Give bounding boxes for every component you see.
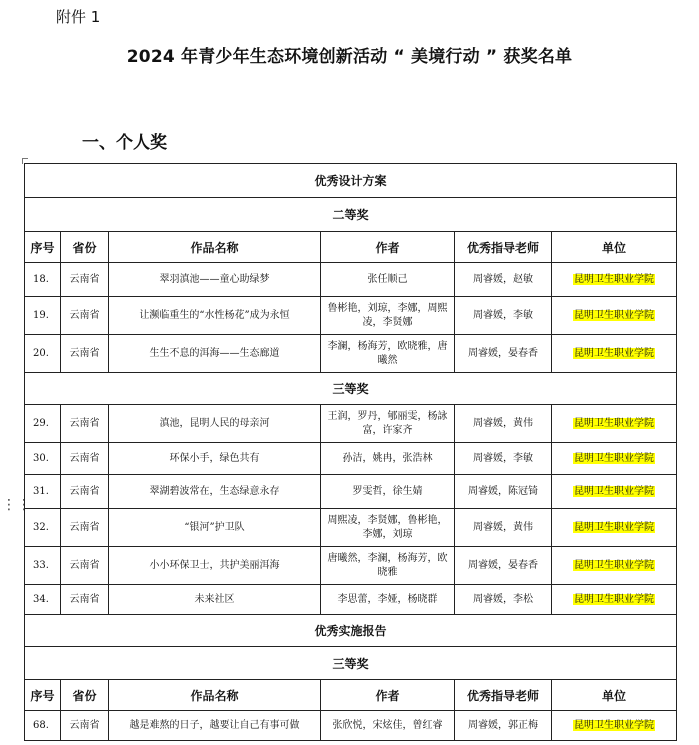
row-number: 31.: [25, 475, 61, 509]
col-header: 序号: [25, 232, 61, 263]
table-row: [25, 443, 677, 475]
unit-cell: [552, 547, 677, 585]
category-title: 优秀实施报告: [25, 615, 677, 647]
province-cell: 云南省: [61, 443, 109, 475]
work-title-cell: 让濒临重生的“水性杨花”成为永恒: [109, 297, 321, 335]
category-title: 三等奖: [25, 647, 677, 680]
row-number: 30.: [25, 443, 61, 475]
unit-highlight: 昆明卫生职业学院: [574, 485, 655, 497]
authors-cell: 周熙凌，李贤娜，鲁彬艳，李娜，刘琼: [321, 509, 455, 547]
col-header: 序号: [25, 680, 61, 711]
work-title-cell: 翠湖碧波常在，生态绿意永存: [109, 475, 321, 509]
province-cell: 云南省: [61, 711, 109, 741]
col-header: 作品名称: [109, 232, 321, 263]
col-header: 优秀指导老师: [455, 680, 552, 711]
table-row: [25, 297, 677, 335]
category-title: 三等奖: [25, 373, 677, 405]
teachers-cell: 周睿媛，晏春香: [455, 547, 552, 585]
col-header: 优秀指导老师: [455, 232, 552, 263]
unit-highlight: 昆明卫生职业学院: [574, 273, 655, 285]
table-row: [25, 711, 677, 741]
row-number: 18.: [25, 263, 61, 297]
unit-highlight: 昆明卫生职业学院: [574, 417, 655, 429]
prize-title: 二等奖: [25, 198, 677, 232]
col-header: 作品名称: [109, 680, 321, 711]
authors-cell: 唐曦然，李澜，杨海芳，欧晓雅: [321, 547, 455, 585]
work-title-cell: 环保小手，绿色共有: [109, 443, 321, 475]
category-title: 优秀设计方案: [25, 164, 677, 198]
award-table: [24, 163, 677, 741]
row-number: 20.: [25, 335, 61, 373]
table-row: [25, 547, 677, 585]
work-title-cell: 滇池，昆明人民的母亲河: [109, 405, 321, 443]
unit-highlight: 昆明卫生职业学院: [574, 309, 655, 321]
document-title: 2024 年青少年生态环境创新活动 “ 美境行动 ” 获奖名单: [126, 47, 573, 67]
unit-cell: [552, 405, 677, 443]
unit-cell: [552, 443, 677, 475]
row-number: 32.: [25, 509, 61, 547]
col-header: 作者: [321, 232, 455, 263]
authors-cell: 张任顺己: [321, 263, 455, 297]
province-cell: 云南省: [61, 263, 109, 297]
category-band: [25, 373, 677, 405]
authors-cell: 张欣悦，宋炫佳，曾红睿: [321, 711, 455, 741]
unit-cell: [552, 475, 677, 509]
authors-cell: 鲁彬艳，刘琼，李娜，周熙凌，李贤娜: [321, 297, 455, 335]
section-heading: 一、个人奖: [82, 133, 167, 153]
row-number: 29.: [25, 405, 61, 443]
col-header: 作者: [321, 680, 455, 711]
table-row: [25, 335, 677, 373]
work-title-cell: 越是难熬的日子，越要让自己有事可做: [109, 711, 321, 741]
table-row: [25, 263, 677, 297]
teachers-cell: 周睿媛，李敏: [455, 443, 552, 475]
table-row: [25, 585, 677, 615]
unit-cell: [552, 711, 677, 741]
col-header: 省份: [61, 680, 109, 711]
teachers-cell: 周睿媛，晏春香: [455, 335, 552, 373]
authors-cell: 罗雯哲，徐生婧: [321, 475, 455, 509]
authors-cell: 李澜，杨海芳，欧晓雅，唐曦然: [321, 335, 455, 373]
row-number: 34.: [25, 585, 61, 615]
attachment-label: 附件 1: [56, 8, 101, 26]
category-band: [25, 615, 677, 647]
teachers-cell: 周睿媛，赵敏: [455, 263, 552, 297]
work-title-cell: “银河”护卫队: [109, 509, 321, 547]
row-number: 68.: [25, 711, 61, 741]
province-cell: 云南省: [61, 509, 109, 547]
authors-cell: 李思蕾，李娅，杨晓群: [321, 585, 455, 615]
drag-handle-icon[interactable]: ⋮⋮: [2, 497, 32, 513]
work-title-cell: 小小环保卫士，共护美丽洱海: [109, 547, 321, 585]
unit-highlight: 昆明卫生职业学院: [574, 719, 655, 731]
unit-cell: [552, 263, 677, 297]
unit-cell: [552, 335, 677, 373]
col-header: 单位: [552, 680, 677, 711]
unit-cell: [552, 585, 677, 615]
table-row: [25, 405, 677, 443]
col-header: 省份: [61, 232, 109, 263]
unit-cell: [552, 509, 677, 547]
unit-highlight: 昆明卫生职业学院: [574, 521, 655, 533]
table-header: [25, 680, 677, 711]
unit-highlight: 昆明卫生职业学院: [574, 452, 655, 464]
province-cell: 云南省: [61, 547, 109, 585]
province-cell: 云南省: [61, 475, 109, 509]
teachers-cell: 周睿媛，陈冠锜: [455, 475, 552, 509]
category-band: [25, 647, 677, 680]
unit-highlight: 昆明卫生职业学院: [574, 593, 655, 605]
work-title-cell: 未来社区: [109, 585, 321, 615]
table-row: [25, 475, 677, 509]
authors-cell: 王润，罗丹，郇丽雯，杨詠富，许家齐: [321, 405, 455, 443]
work-title-cell: 翠羽滇池——童心助绿梦: [109, 263, 321, 297]
table-row: [25, 509, 677, 547]
province-cell: 云南省: [61, 297, 109, 335]
unit-highlight: 昆明卫生职业学院: [574, 559, 655, 571]
category-band: [25, 164, 677, 198]
col-header: 单位: [552, 232, 677, 263]
row-number: 19.: [25, 297, 61, 335]
table-header: [25, 232, 677, 263]
province-cell: 云南省: [61, 335, 109, 373]
teachers-cell: 周睿媛，李敏: [455, 297, 552, 335]
unit-cell: [552, 297, 677, 335]
province-cell: 云南省: [61, 405, 109, 443]
prize-band: [25, 198, 677, 232]
teachers-cell: 周睿媛，黄伟: [455, 405, 552, 443]
row-number: 33.: [25, 547, 61, 585]
teachers-cell: 周睿媛，李松: [455, 585, 552, 615]
unit-highlight: 昆明卫生职业学院: [574, 347, 655, 359]
work-title-cell: 生生不息的洱海——生态廊道: [109, 335, 321, 373]
province-cell: 云南省: [61, 585, 109, 615]
teachers-cell: 周睿媛，黄伟: [455, 509, 552, 547]
authors-cell: 孙洁，姚冉，张浩林: [321, 443, 455, 475]
teachers-cell: 周睿媛，郭正梅: [455, 711, 552, 741]
